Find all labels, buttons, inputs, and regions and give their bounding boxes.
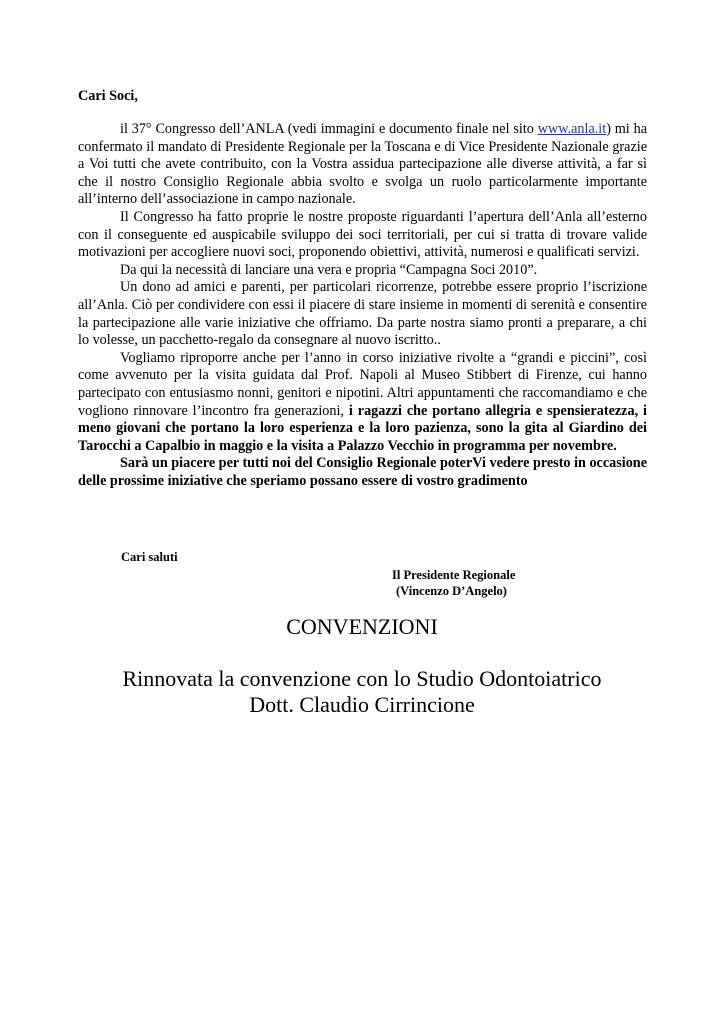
subheading-line-2: Dott. Claudio Cirrincione xyxy=(249,692,475,717)
paragraph-congress-text-cont: ) mi ha confermato il mandato di Presidente Regionale per la Toscana e di Vice Presidente Nazionale grazie a Voi tutti che avete contribuito, con la Vostra assidua partecipazione alle diverse attività, a far sì che il nostro Consiglio Regionale abbia svolto e svolga un ruolo particolarmente importante all’interno dell’associazione in campo nazionale. xyxy=(78,121,648,208)
paragraph-initiatives-text: Vogliamo riproporre anche per l’anno in corso iniziative rivolte a “grandi e piccini”, così come avvenuto per la visita guidata dal Prof. Napoli al Museo Stibbert di Firenze, cui hanno partecipato con entusiasmo nonni, genitori e nipotini. Altri appuntamenti che raccomandiamo e che vogliono rinnovare l’incontro fra generazioni, xyxy=(78,349,647,419)
paragraph-initiatives-bold: i ragazzi che portano allegria e spensieratezza, i meno giovani che portano la loro esperienza e la loro pazienza, sono la gita al Giardino dei Tarocchi a Capalbio in maggio e la visita a Palazzo Vecchio in programma per novembre. xyxy=(78,402,647,454)
paragraph-campaign: Da qui la necessità di lanciare una vera e propria “Campagna Soci 2010”. xyxy=(120,261,538,278)
signature-title: Il Presidente Regionale xyxy=(392,568,516,582)
paragraph-congress-text: il 37° Congresso dell’ANLA (vedi immagini e documento finale nel sito xyxy=(120,121,538,137)
subheading-line-1: Rinnovata la convenzione con lo Studio Odontoiatrico xyxy=(122,666,602,691)
paragraph-initiatives xyxy=(78,350,647,456)
paragraph-congress xyxy=(78,121,647,209)
closing-greeting: Cari saluti xyxy=(121,550,178,564)
paragraph-proposals: Il Congresso ha fatto proprie le nostre proposte riguardanti l’apertura dell’Anla all’esterno con il conseguente ed auspicabile sviluppo dei soci territoriali, per cui si tratta di trovare valide motivazioni per accogliere nuovi soci, proponendo obiettivi, attività, numerosi e qualificati servizi. xyxy=(78,208,647,261)
paragraph-gift: Un dono ad amici e parenti, per particolari ricorrenze, potrebbe essere proprio l’iscrizione all’Anla. Ciò per condividere con essi il piacere di stare insieme in momenti di serenità e consentire la partecipazione alle varie iniziative che offriamo. Da parte nostra siamo pronti a preparare, a chi lo volesse, un pacchetto-regalo da consegnare al nuovo iscritto.. xyxy=(78,279,647,349)
signature-name: (Vincenzo D’Angelo) xyxy=(396,584,507,598)
letter-body xyxy=(78,121,647,490)
paragraph-invitation: Sarà un piacere per tutti noi del Consiglio Regionale poterVi vedere presto in occasione delle prossime iniziative che speriamo possano essere di vostro gradimento xyxy=(78,455,647,489)
section-subheading xyxy=(0,666,724,718)
letter-greeting: Cari Soci, xyxy=(78,88,138,104)
anla-website-link[interactable]: www.anla.it xyxy=(537,121,607,137)
section-heading: CONVENZIONI xyxy=(286,614,438,639)
